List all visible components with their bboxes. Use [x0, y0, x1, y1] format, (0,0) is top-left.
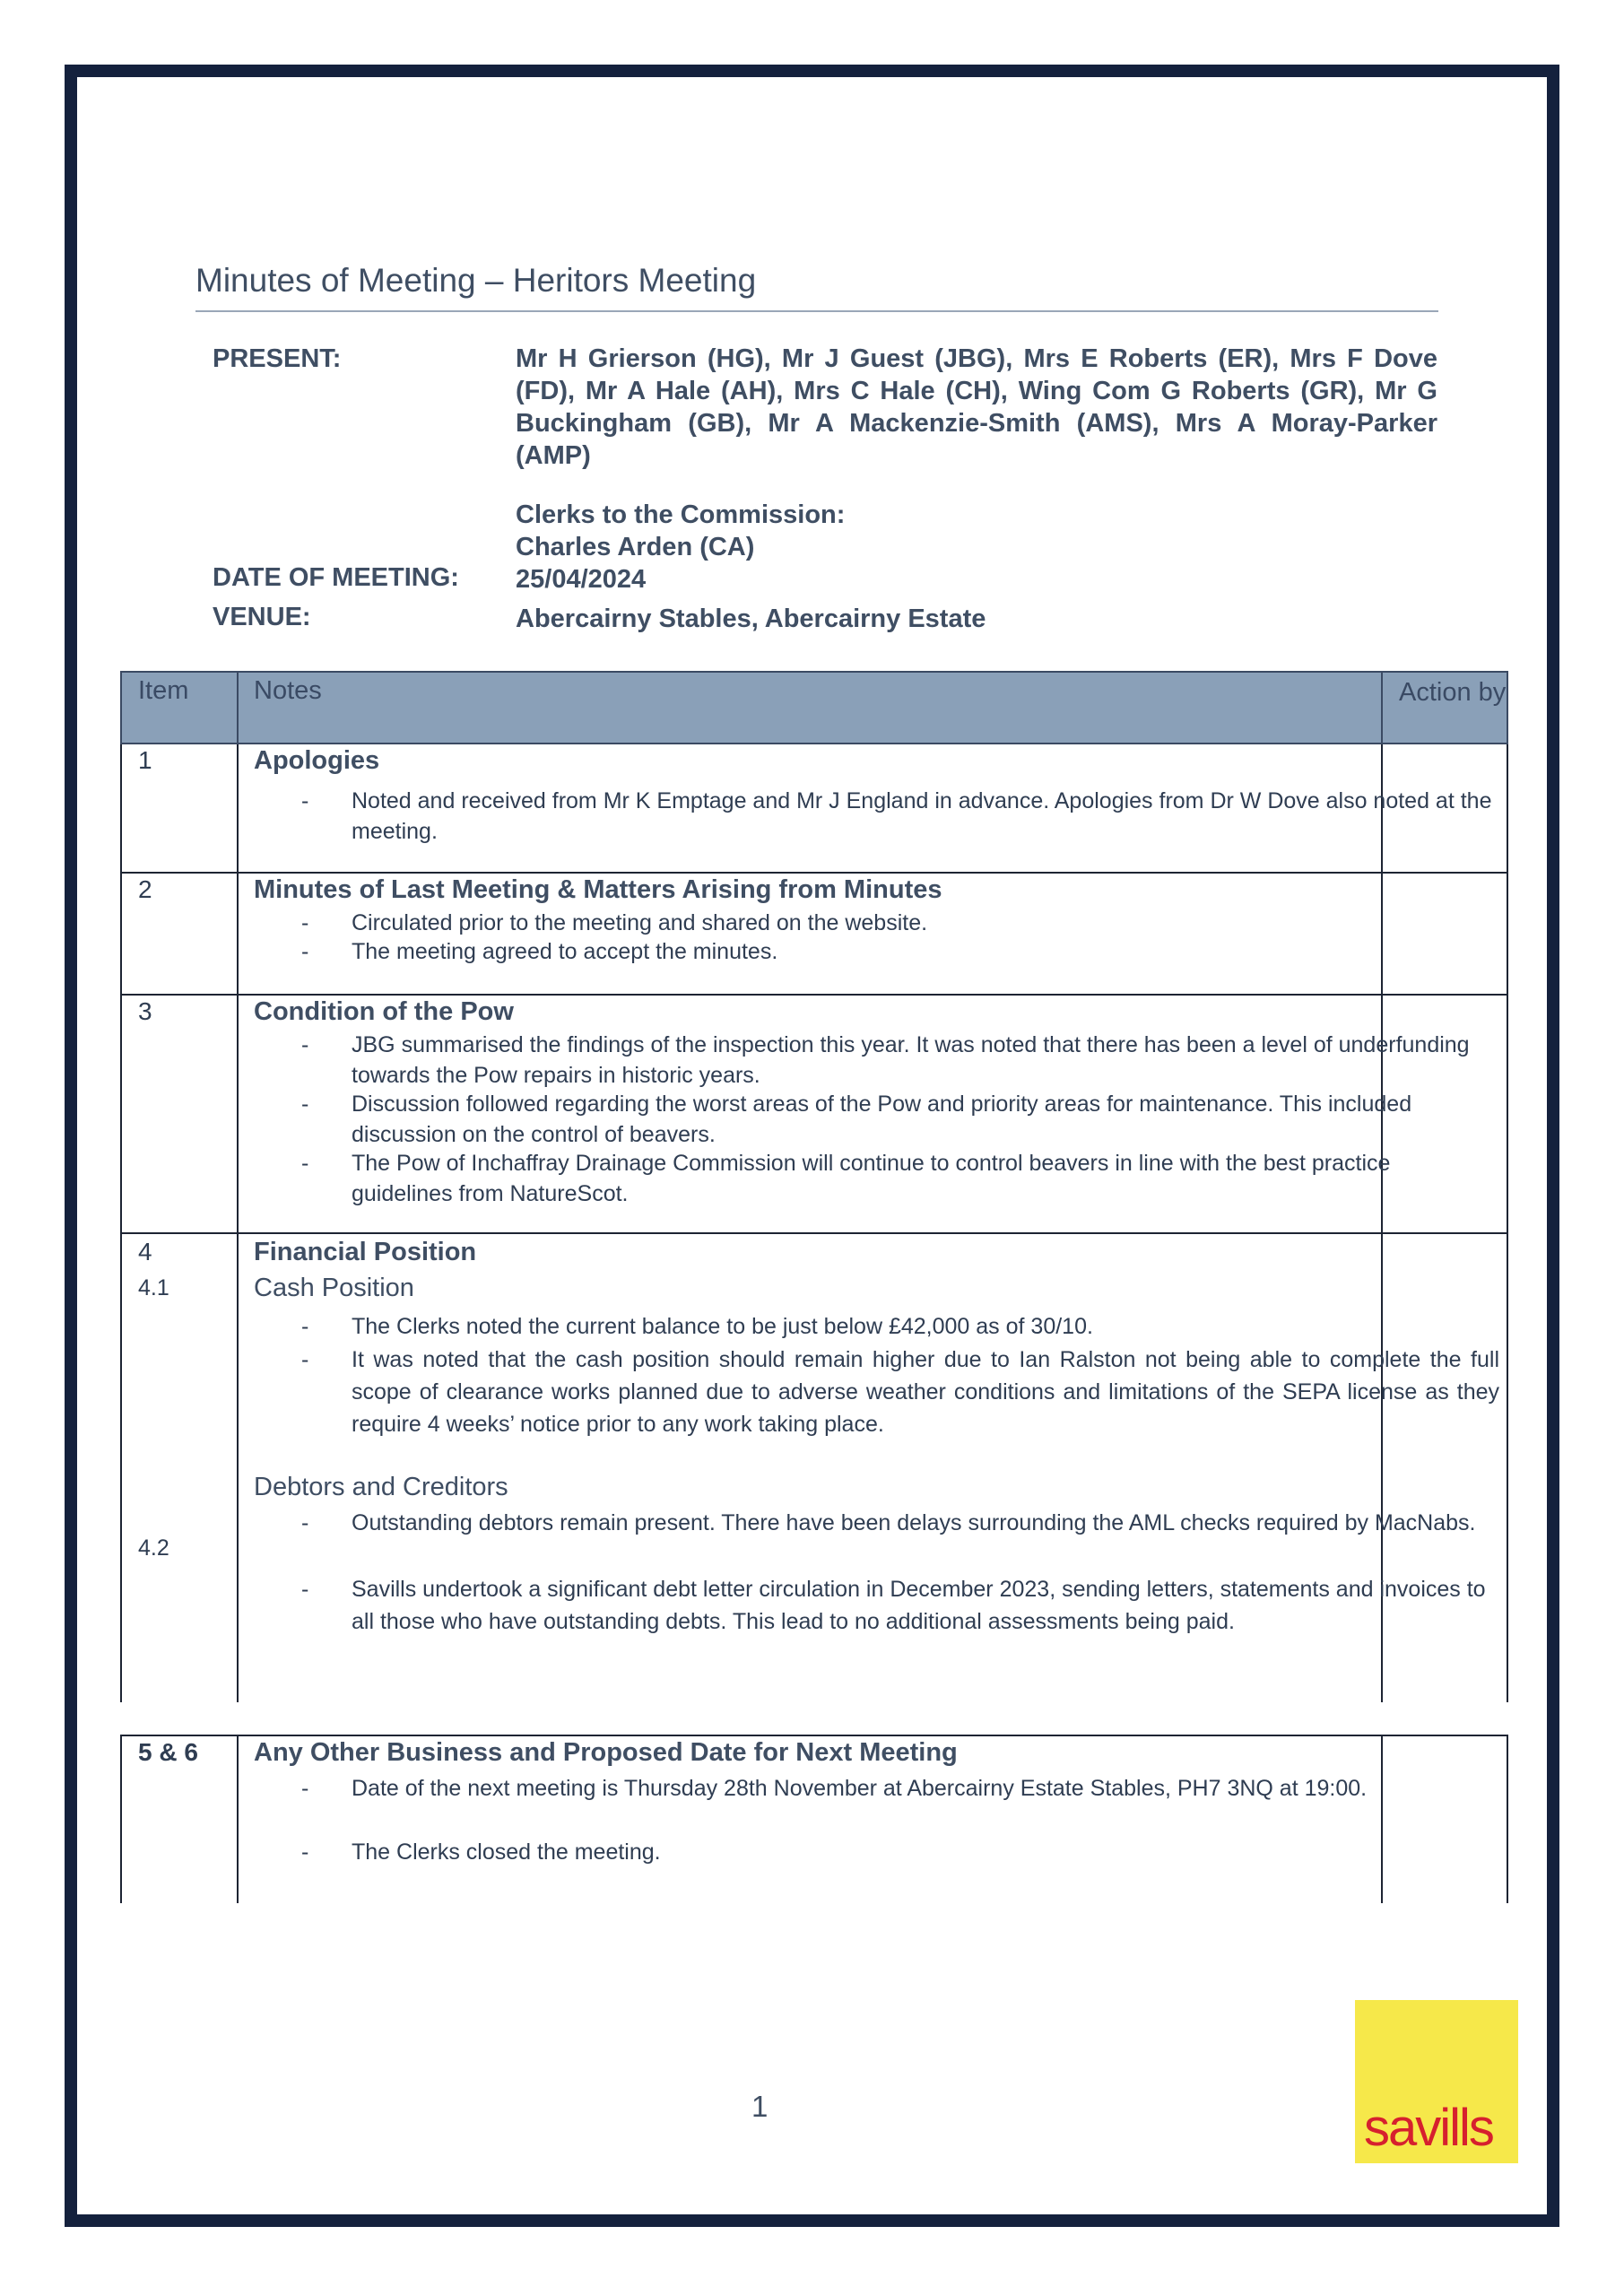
bullet-dash: -: [301, 1577, 309, 1602]
present-value: Mr H Grierson (HG), Mr J Guest (JBG), Mrs E Roberts (ER), Mrs F Dove (FD), Mr A Hale (AH), Mrs C Hale (CH), Wing Com G Roberts (GR), Mr G Buckingham (GB), Mr A Mackenzie-Smith (AMS), Mrs A Moray-Parker (AMP): [516, 344, 1437, 470]
bullet-dash: -: [301, 1839, 309, 1865]
savills-logo: [1355, 2000, 1518, 2163]
section-title: Minutes of Last Meeting & Matters Arising from Minutes: [254, 875, 942, 904]
bullet-item: [301, 1311, 1492, 1342]
row-divider: [237, 744, 239, 874]
table-row: [120, 1234, 1508, 1702]
date-value: 25/04/2024: [516, 565, 647, 594]
bullet-text: JBG summarised the findings of the inspection this year. It was noted that there has been a level of underfunding towards the Pow repairs in historic years.: [352, 1032, 1470, 1088]
bullet-text: The Clerks closed the meeting.: [352, 1839, 661, 1865]
bullet-dash: -: [301, 1091, 309, 1117]
present-label: PRESENT:: [213, 344, 342, 373]
bullet-text: The Pow of Inchaffray Drainage Commission will continue to control beavers in line with the best practice guidelines from NatureScot.: [352, 1151, 1391, 1206]
header-divider: [237, 673, 239, 743]
bullet-text: Circulated prior to the meeting and shared on the website.: [352, 910, 928, 935]
table-row: [120, 744, 1508, 874]
bullet-dash: -: [301, 1032, 309, 1057]
bullet-item: [301, 1772, 1492, 1805]
bullet-text: Noted and received from Mr K Emptage and Mr J England in advance. Apologies from Dr W Dove also noted at the meeting.: [352, 788, 1492, 844]
item-number: 4.1: [138, 1275, 169, 1300]
item-number: 2: [138, 875, 152, 903]
page-title: Minutes of Meeting – Heritors Meeting: [195, 262, 1438, 312]
bullet-item: [301, 1344, 1499, 1440]
row-divider: [237, 1234, 239, 1702]
section-title: Condition of the Pow: [254, 997, 514, 1026]
page-number: 1: [751, 2090, 769, 2123]
bullet-dash: -: [301, 788, 309, 813]
bullet-item: [301, 1507, 1492, 1539]
bullet-dash: -: [301, 1347, 309, 1372]
bullet-dash: -: [301, 1510, 309, 1535]
section-title: Apologies: [254, 746, 380, 775]
bullet-item: [301, 786, 1492, 847]
bullet-dash: -: [301, 910, 309, 935]
table-gap: [120, 1702, 1508, 1735]
bullet-item: [301, 1148, 1492, 1209]
bullet-text: Savills undertook a significant debt letter circulation in December 2023, sending letters, statements and invoices to all those who have outstanding debts. This lead to no additional assessments being paid.: [352, 1577, 1486, 1634]
section-title: Financial Position: [254, 1238, 477, 1266]
bullet-item: [301, 936, 1492, 967]
table-row: [120, 874, 1508, 996]
row-divider: [237, 1736, 239, 1903]
table-row: [120, 1735, 1508, 1903]
venue-label: VENUE:: [213, 603, 311, 631]
bullet-dash: -: [301, 939, 309, 964]
bullet-item: [301, 1573, 1492, 1638]
clerks-label: Clerks to the Commission:: [516, 500, 846, 529]
header-item: Item: [138, 676, 189, 705]
bullet-dash: -: [301, 1314, 309, 1339]
bullet-item: [301, 1089, 1492, 1150]
header-notes: Notes: [254, 676, 322, 705]
bullet-item: [301, 908, 1492, 938]
item-number: 4.2: [138, 1535, 169, 1561]
bullet-item: [301, 1030, 1492, 1091]
item-number: 3: [138, 997, 152, 1025]
subsection-title: Debtors and Creditors: [254, 1473, 508, 1501]
bullet-dash: -: [301, 1151, 309, 1176]
item-number: 1: [138, 746, 152, 774]
row-divider: [1381, 1736, 1383, 1903]
date-label: DATE OF MEETING:: [213, 563, 459, 592]
clerks-value: Charles Arden (CA): [516, 533, 755, 561]
minutes-table: [120, 671, 1508, 1903]
bullet-text: Discussion followed regarding the worst areas of the Pow and priority areas for maintenance. This included discussion on the control of beavers.: [352, 1091, 1412, 1147]
header-action: Action by: [1399, 678, 1507, 707]
bullet-text: The meeting agreed to accept the minutes.: [352, 939, 778, 964]
bullet-dash: -: [301, 1776, 309, 1801]
logo-text: savills: [1364, 2099, 1493, 2157]
section-title: Any Other Business and Proposed Date for Next Meeting: [254, 1738, 958, 1767]
bullet-text: It was noted that the cash position should remain higher due to Ian Ralston not being able to complete the full scope of clearance works planned due to adverse weather conditions and limitations of the SEPA license as they require 4 weeks’ notice prior to any work taking place.: [352, 1347, 1499, 1437]
subsection-title: Cash Position: [254, 1274, 414, 1302]
bullet-text: Outstanding debtors remain present. There have been delays surrounding the AML checks required by MacNabs.: [352, 1510, 1476, 1535]
item-number: 5 & 6: [138, 1738, 198, 1766]
table-header: [120, 671, 1508, 744]
table-row: [120, 996, 1508, 1234]
item-number: 4: [138, 1238, 152, 1265]
row-divider: [1507, 1234, 1508, 1702]
bullet-item: [301, 1837, 1492, 1867]
row-divider: [237, 996, 239, 1234]
bullet-text: The Clerks noted the current balance to be just below £42,000 as of 30/10.: [352, 1314, 1093, 1339]
bullet-text: Date of the next meeting is Thursday 28th November at Abercairny Estate Stables, PH7 3NQ at 19:00.: [352, 1776, 1368, 1801]
venue-value: Abercairny Stables, Abercairny Estate: [516, 604, 986, 633]
row-divider: [237, 874, 239, 996]
